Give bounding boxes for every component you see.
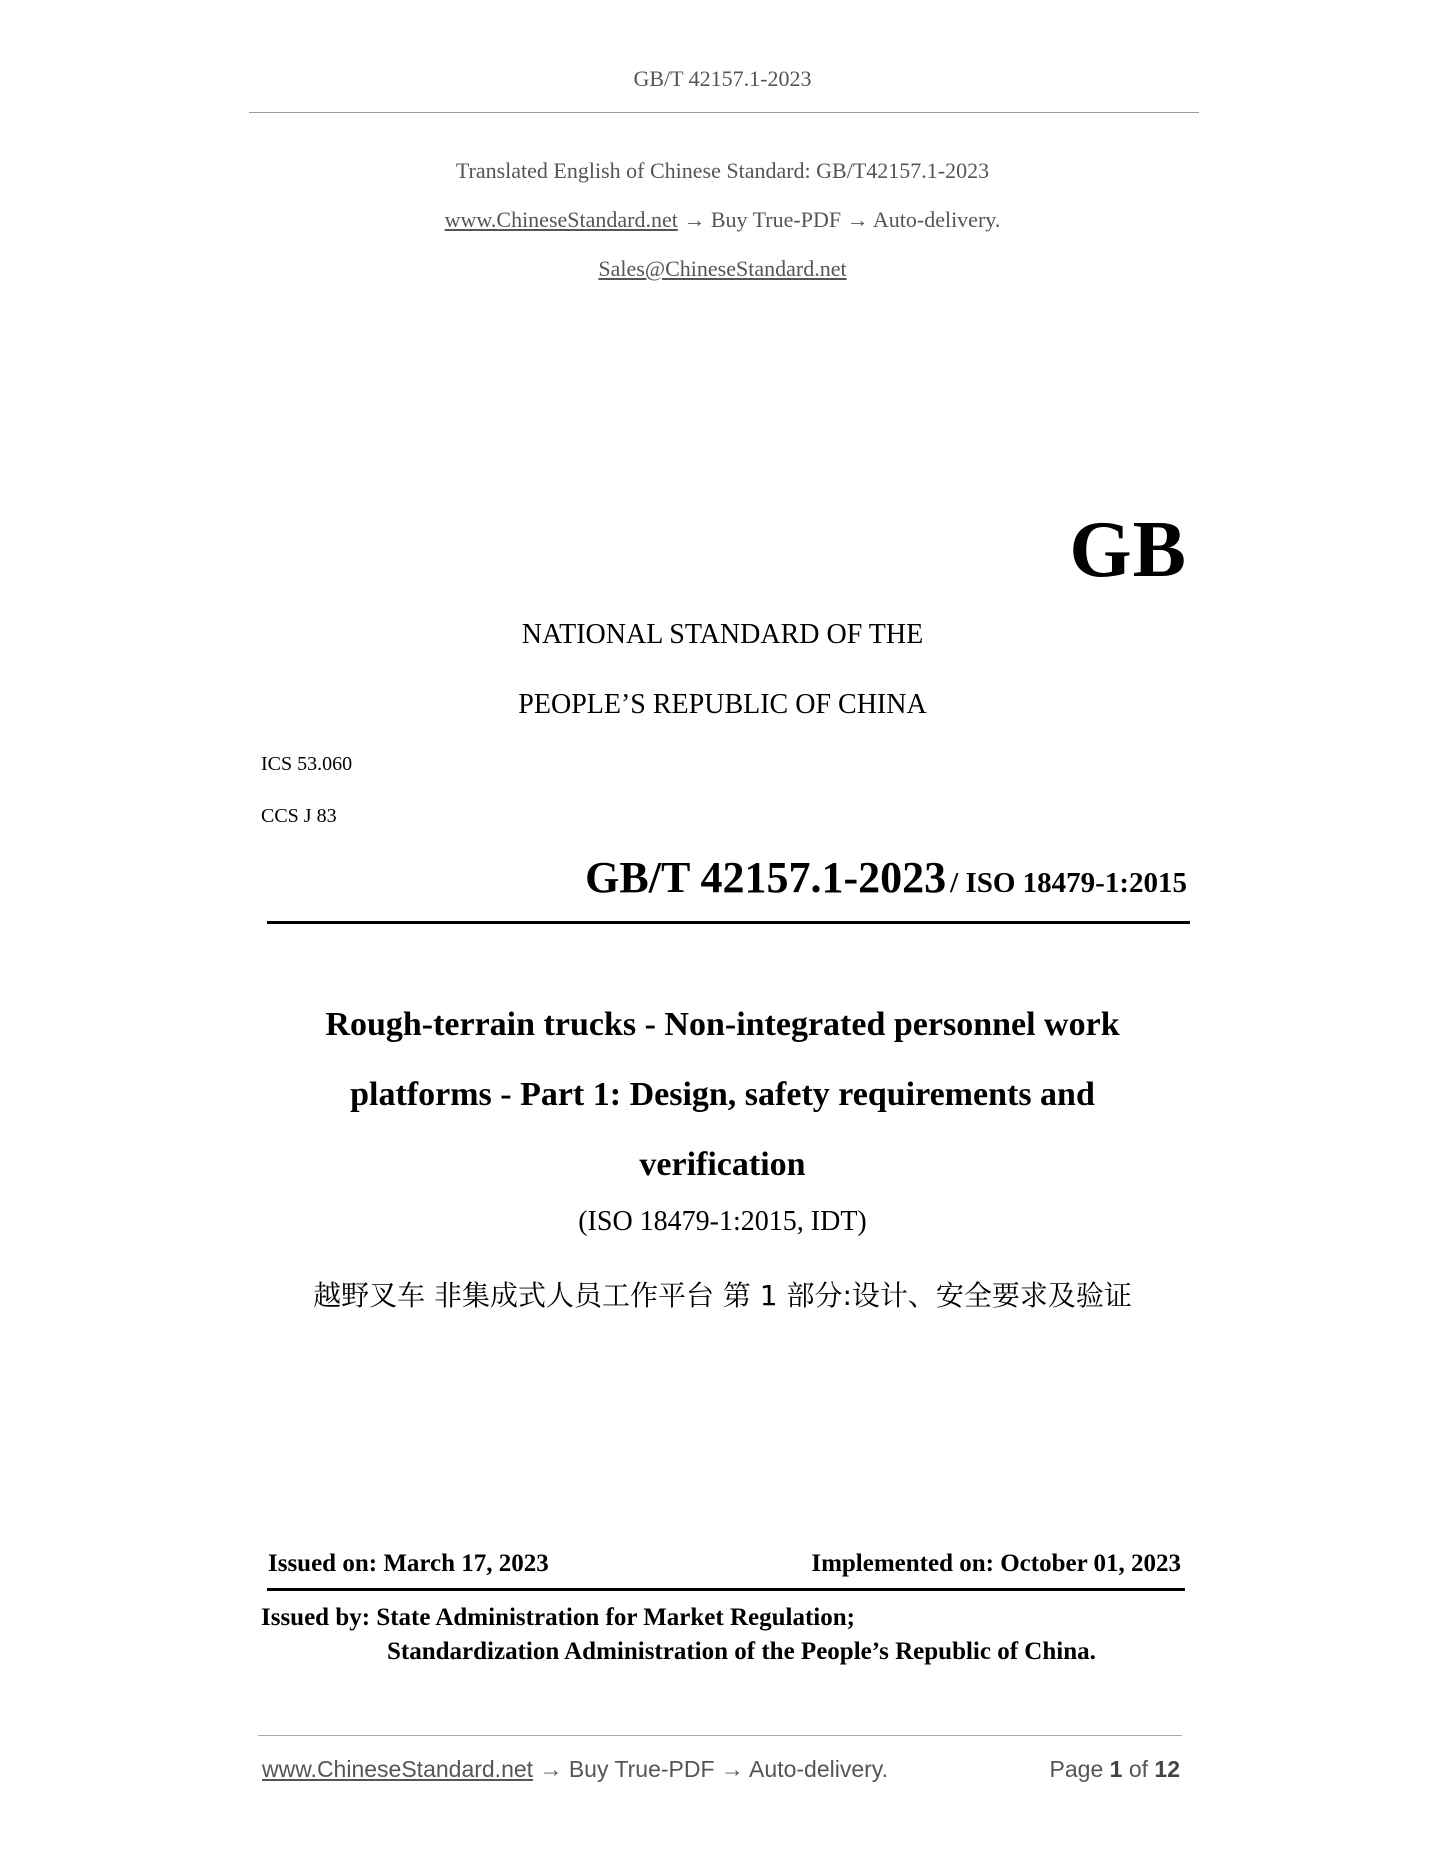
running-header: GB/T 42157.1-2023 [633, 66, 812, 91]
page-label: Page [1049, 1756, 1104, 1782]
of-label: of [1128, 1756, 1149, 1782]
national-standard-line1: NATIONAL STANDARD OF THE [521, 619, 924, 650]
sales-email-link[interactable]: Sales@ChineseStandard.net [598, 256, 847, 281]
issued-on-date: Issued on: March 17, 2023 [268, 1550, 549, 1577]
page-number: 1 [1109, 1756, 1123, 1782]
footer-site-link[interactable]: www.ChineseStandard.net [262, 1756, 534, 1782]
gb-number: GB/T 42157.1-2023 [585, 853, 947, 902]
national-standard-line2: PEOPLE’S REPUBLIC OF CHINA [518, 689, 927, 720]
header-divider [249, 112, 1199, 113]
page-total: 12 [1154, 1756, 1180, 1782]
promo-line [0, 207, 1445, 233]
issued-by-line2: Standardization Administration of the People’s Republic of China. [387, 1638, 1096, 1665]
ics-code: ICS 53.060 [261, 753, 353, 775]
footer-divider [258, 1735, 1182, 1736]
site-link[interactable]: www.ChineseStandard.net [444, 207, 678, 232]
promo-tail: → Buy True-PDF → Auto-delivery. [677, 207, 1001, 232]
translation-notice: Translated English of Chinese Standard: GB/T42157.1-2023 [455, 158, 990, 183]
implemented-on-date: Implemented on: October 01, 2023 [811, 1550, 1181, 1577]
standard-divider [267, 921, 1190, 924]
english-title-line3: verification [639, 1146, 806, 1183]
issued-by-line1: Issued by: State Administration for Market Regulation; [261, 1604, 855, 1631]
footer-promo [262, 1756, 888, 1783]
idt-note: (ISO 18479-1:2015, IDT) [578, 1206, 867, 1237]
iso-number: / ISO 18479-1:2015 [950, 867, 1187, 899]
english-title-line2: platforms - Part 1: Design, safety requirements and [350, 1076, 1095, 1113]
footer-promo-tail: → Buy True-PDF → Auto-delivery. [533, 1756, 888, 1782]
ccs-code: CCS J 83 [261, 805, 337, 827]
english-title-line1: Rough-terrain trucks - Non-integrated personnel work [325, 1006, 1120, 1043]
sales-line [0, 256, 1445, 282]
page-indicator [1050, 1756, 1180, 1783]
chinese-title: 越野叉车 非集成式人员工作平台 第 1 部分:设计、安全要求及验证 [313, 1279, 1132, 1312]
standard-number [585, 852, 1187, 903]
english-title [0, 990, 1445, 1200]
gb-logo: GB [1069, 506, 1187, 594]
issue-divider [267, 1588, 1185, 1591]
